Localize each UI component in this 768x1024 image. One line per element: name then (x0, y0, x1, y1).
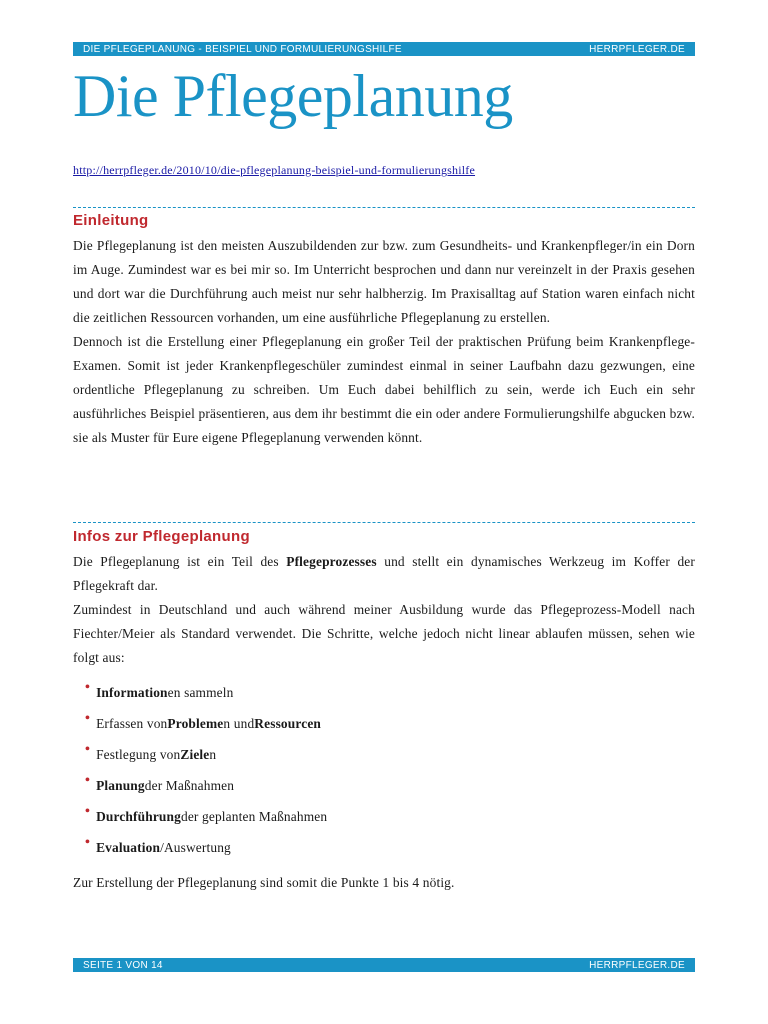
bullet-dot-icon: • (85, 741, 91, 757)
header-site: HERRPFLEGER.DE (589, 43, 685, 55)
footer-bar (73, 958, 695, 972)
bullet-dot-icon: • (85, 803, 91, 819)
bullet-dot-icon: • (85, 679, 91, 695)
divider (73, 522, 695, 523)
bullet-dot-icon: • (85, 710, 91, 726)
bold-term: Information (96, 684, 168, 700)
text-segment: en sammeln (167, 684, 234, 700)
page-number: SEITE 1 VON 14 (83, 959, 163, 971)
text-segment: /Auswertung (160, 839, 231, 855)
list-item (85, 832, 327, 863)
divider (73, 207, 695, 208)
bold-term: Probleme (167, 715, 224, 731)
list-item (85, 739, 327, 770)
einleitung-body (73, 234, 695, 450)
bold-term: Evaluation (96, 839, 161, 855)
process-steps-list (85, 677, 327, 863)
page-title: Die Pflegeplanung (73, 63, 513, 129)
closing-text: Zur Erstellung der Pflegeplanung sind somit die Punkte 1 bis 4 nötig. (73, 875, 455, 891)
paragraph: Zumindest in Deutschland und auch während meiner Ausbildung wurde das Pflegeprozess-Modell nach Fiechter/Meier als Standard verwendet. Die Schritte, welche jedoch nicht linear ablaufen müssen, sehen wie folgt aus: (73, 602, 695, 665)
text-segment: Festlegung von (96, 746, 181, 762)
section-heading-infos: Infos zur Pflegeplanung (73, 528, 250, 545)
infos-body (73, 550, 695, 670)
list-item (85, 801, 327, 832)
text-segment: und stellt ein dynamisches Werkzeug im Koffer der Pflegekraft dar. (73, 554, 695, 593)
paragraph: Die Pflegeplanung ist den meisten Auszubildenden zur bzw. zum Gesundheits- und Krankenpfleger/in ein Dorn im Auge. Zumindest war es bei mir so. Im Unterricht besprochen und dann nur vereinzelt in der Praxis gesehen und dort war die Durchführung auch meist nur sehr halbherzig. Im Praxisalltag auf Station waren einfach nicht die zeitlichen Ressourcen vorhanden, um eine ausführliche Pflegeplanung zu erstellen. (73, 238, 695, 325)
text-segment: der Maßnahmen (144, 777, 235, 793)
text-segment: n (209, 746, 217, 762)
bold-term: Durchführung (96, 808, 181, 824)
bold-term: Ziele (180, 746, 210, 762)
paragraph: Dennoch ist die Erstellung einer Pflegeplanung ein großer Teil der praktischen Prüfung beim Krankenpflege-Examen. Somit ist jeder Krankenpflegeschüler zumindest einmal in seiner Laufbahn dazu gezwungen, eine ordentliche Pflegeplanung zu schreiben. Um Euch dabei behilflich zu sein, werde ich Euch ein sehr ausführliches Beispiel präsentieren, aus dem ihr bestimmt die ein oder andere Formulierungshilfe abgucken bzw. sie als Muster für Eure eigene Pflegeplanung verwenden könnt. (73, 334, 695, 445)
bold-term: Planung (96, 777, 145, 793)
section-heading-einleitung: Einleitung (73, 212, 149, 229)
list-item (85, 677, 327, 708)
paragraph (73, 550, 695, 598)
bullet-dot-icon: • (85, 772, 91, 788)
bold-term: Ressourcen (254, 715, 322, 731)
header-title: DIE PFLEGEPLANUNG - BEISPIEL UND FORMULIERUNGSHILFE (83, 43, 402, 55)
source-link[interactable]: http://herrpfleger.de/2010/10/die-pflegeplanung-beispiel-und-formulierungshilfe (73, 163, 476, 177)
header-bar (73, 42, 695, 56)
text-segment: n und (223, 715, 255, 731)
bold-term: Pflegeprozesses (286, 554, 377, 569)
list-item (85, 708, 327, 739)
bullet-dot-icon: • (85, 834, 91, 850)
footer-site: HERRPFLEGER.DE (589, 959, 685, 971)
list-item (85, 770, 327, 801)
text-segment: Die Pflegeplanung ist ein Teil des (73, 554, 287, 569)
text-segment: Erfassen von (96, 715, 168, 731)
text-segment: der geplanten Maßnahmen (180, 808, 328, 824)
